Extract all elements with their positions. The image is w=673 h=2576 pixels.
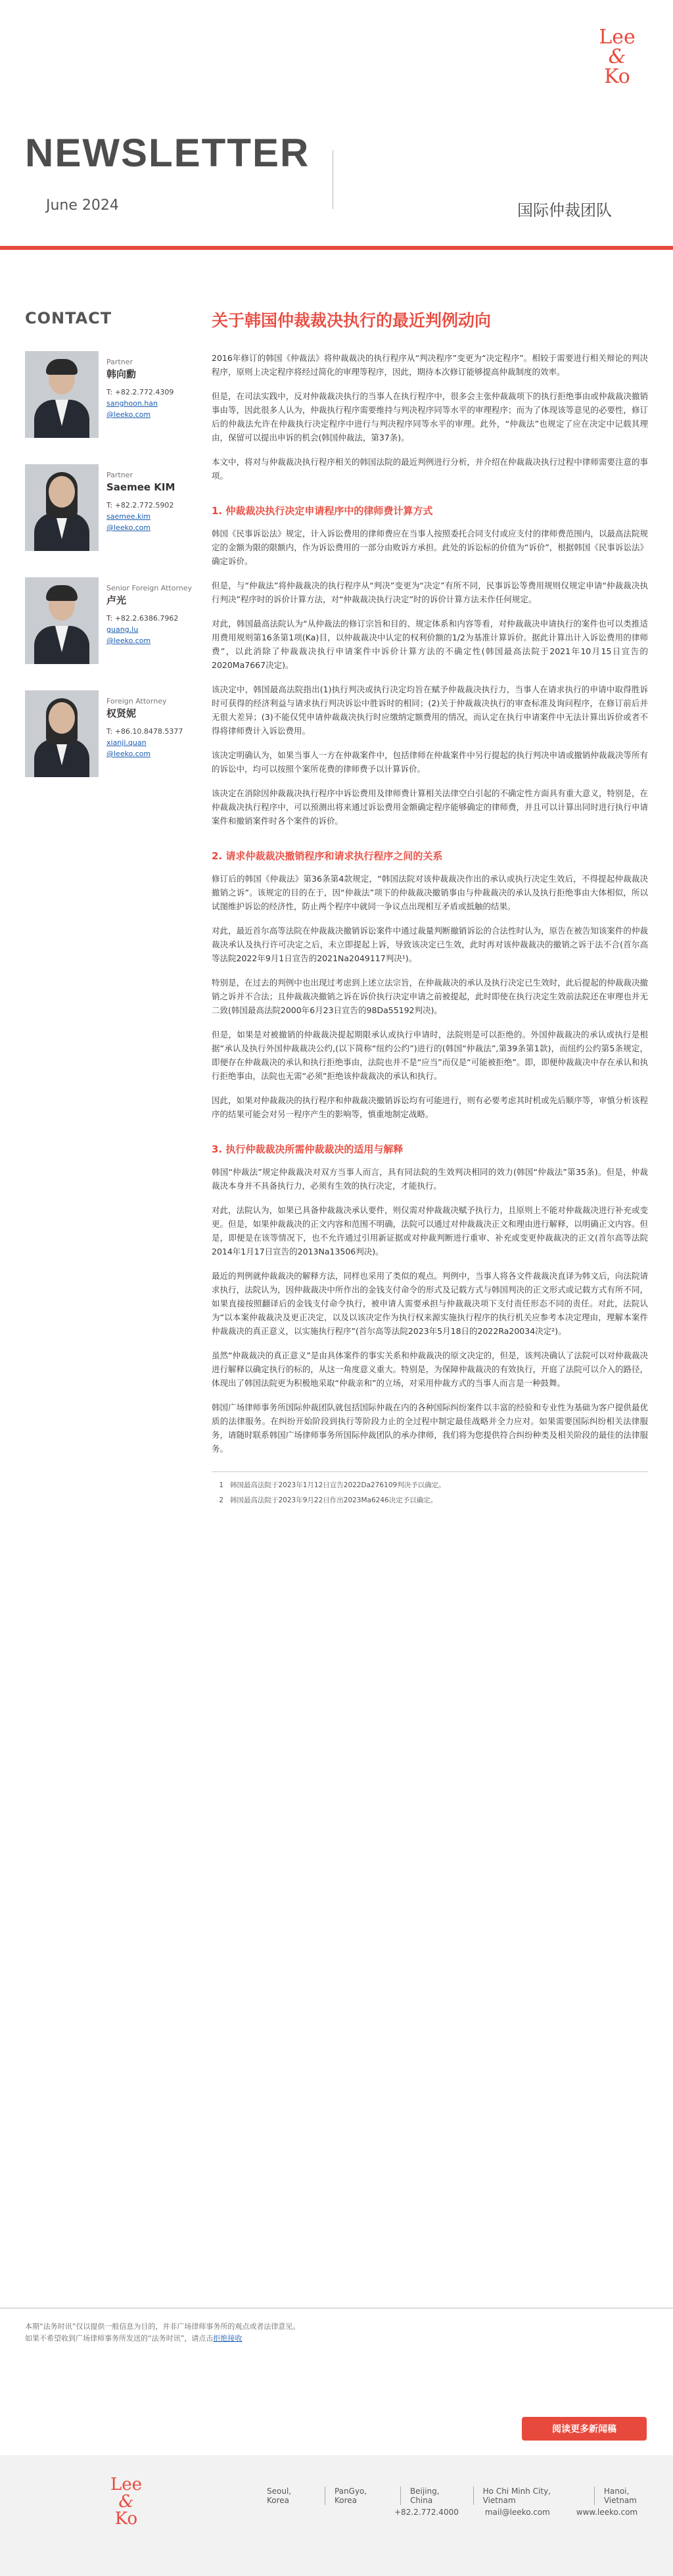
footnote <box>212 1495 648 1506</box>
contact-card <box>25 690 196 777</box>
firm-website-link[interactable]: www.leeko.com <box>576 2508 638 2517</box>
footnote-text: 韩国最高法院于2023年9月22日作出2023Ma6246决定予以确定。 <box>230 1496 438 1504</box>
contact-card <box>25 577 196 664</box>
firm-phone: +82.2.772.4000 <box>394 2508 459 2517</box>
footnote-number: 2 <box>219 1496 223 1504</box>
logo-line-1: Lee <box>110 2475 143 2494</box>
article-body <box>212 308 648 1510</box>
contact-email-domain: @leeko.com <box>106 523 151 532</box>
section-paragraph: 因此，如果对仲裁裁决的执行程序和仲裁裁决撤销诉讼均有可能进行，则有必要考虑其时机或先后顺序等，审慎分析该程序的结果可能会对另一程序产生的影响等，慎重地制定战略。 <box>212 1095 648 1119</box>
section-paragraph: 该决定在消除因仲裁裁决执行程序中诉讼费用及律师费计算相关法律空白引起的不确定性方面具有重大意义，特别是，在仲裁裁决执行程序中，可以预测出将来通过诉讼费用金额确定程序能够确定的律师费，并且可以计算出同时进行执行申请案件和撤销案件时各个案件的诉价。 <box>212 788 648 826</box>
footnote-number: 1 <box>219 1481 223 1489</box>
office-item: Beijing, China <box>401 2487 474 2505</box>
logo-line-1: Lee <box>599 26 636 49</box>
office-item: Ho Chi Minh City, Vietnam <box>474 2487 595 2505</box>
newsletter-footer <box>0 2308 673 2576</box>
disclaimer-text: 本期“法务时讯”仅以提供一般信息为目的，并非广场律师事务所的观点或者法律意见。 <box>25 2322 300 2331</box>
avatar <box>25 464 99 551</box>
footer-bar <box>0 2455 673 2576</box>
contact-card <box>25 464 196 551</box>
contact-sidebar <box>25 309 196 803</box>
contact-email-link[interactable] <box>106 399 158 419</box>
contact-email-link[interactable] <box>106 512 151 532</box>
contact-email-user: xianji.quan <box>106 738 147 747</box>
avatar <box>25 577 99 664</box>
section-paragraph: 修订后的韩国《仲裁法》第36条第4款规定，“韩国法院对该仲裁裁决作出的承认或执行决定生效后，不得提起仲裁裁决撤销之诉”。该规定的目的在于，因“仲裁法”项下的仲裁裁决撤销事由与仲裁裁决的承认及执行拒绝事由大体相似，所以试图维护诉讼的经济性，防止两个程序中就同一争议点出现相互矛盾或抵触的结果。 <box>212 874 648 911</box>
footnote-text: 韩国最高法院于2023年1月12日宣告2022Da276109判决予以确定。 <box>230 1481 446 1489</box>
article-title: 关于韩国仲裁裁决执行的最近判例动向 <box>212 311 492 330</box>
section-paragraph: 韩国《民事诉讼法》规定，计入诉讼费用的律师费应在当事人按照委托合同支付或应支付的律师费范围内，以最高法院规定的金额为限的限额内，作为诉讼费用的一部分由败诉方承担。此处的诉讼标的价值为“诉价”，根据韩国《民事诉讼法》确定诉价。 <box>212 529 648 566</box>
section-paragraph: 对此，韩国最高法院认为“从仲裁法的修订宗旨和目的、规定体系和内容等看，对仲裁裁决申请执行的案件也可以类推适用费用规则第16条第1项(Ka)目，以仲裁裁决中认定的权利价额的1/2为基准计算诉价。据此计算出计入诉讼费用的律师费”，以此消除了仲裁裁决执行申请案件中诉价计算方法的不确定性(韩国最高法院于2021年10月15日宣告的2020Ma7667决定)。 <box>212 619 648 670</box>
contact-title: Senior Foreign Attorney <box>106 584 193 592</box>
unsubscribe-prefix: 如果不希望收到广场律师事务所发送的“法务时讯”，请点击 <box>25 2334 214 2343</box>
section-paragraph: 对此，法院认为，如果已具备仲裁裁决承认要件，则仅需对仲裁裁决赋予执行力，且原则上不能对仲裁裁决进行补充或变更。但是，如果仲裁裁决的正文内容和范围不明确，法院可以通过对仲裁裁决正文和理由进行解释，以明确正文内容。但是，即便是在该等情况下，也不允许通过引用新证据或对仲裁判断进行重审、补充或变更仲裁裁决的正文(首尔高等法院2014年1月17日宣告的2013Na13506判决)。 <box>212 1205 648 1256</box>
section-paragraph: 虽然“仲裁裁决的真正意义”是由具体案件的事实关系和仲裁裁决的原文决定的，但是，该判决确认了法院可以对仲裁裁决进行解释以确定执行的标的，从这一角度意义重大。特别是，为保障仲裁裁决的有效执行，开庭了法院可以介入的路径，体现出了韩国法院更为积极地采取“仲裁亲和”的立场，对采用仲裁方式的当事人而言是一种鼓舞。 <box>212 1350 648 1388</box>
logo-ampersand: & <box>608 45 626 68</box>
section-heading-3: 3. 执行仲裁裁决所需仲裁裁决的适用与解释 <box>212 1143 404 1155</box>
section-paragraph: 该决定明确认为，如果当事人一方在仲裁案件中，包括律师在仲裁案件中另行提起的执行判决申请或撤销仲裁裁决等所有的诉讼中，均可以按照个案所花费的律师费予以计算诉价。 <box>212 750 648 774</box>
contact-phone: T: +82.2.772.5902 <box>106 501 174 510</box>
avatar <box>25 351 99 438</box>
contact-title: Partner <box>106 471 133 479</box>
section-paragraph: 韩国广场律师事务所国际仲裁团队就包括国际仲裁在内的各种国际纠纷案件以丰富的经验和专业性为基础为客户提供最优质的法律服务。在纠纷开始阶段到执行等阶段力止的全过程中制定最佳战略并全力应对。如果需要国际纠纷相关法律服务，请随时联系韩国广场律师事务所国际仲裁团队的承办律师，我们将为您提供符合纠纷种类及相关阶段的最佳的法律服务。 <box>212 1402 648 1454</box>
contact-name: 权贤妮 <box>106 707 137 719</box>
avatar <box>25 690 99 777</box>
firm-contact-line <box>394 2508 638 2517</box>
contact-name: 卢光 <box>106 594 127 606</box>
contact-card <box>25 351 196 438</box>
section-paragraph: 对此，最近首尔高等法院在仲裁裁决撤销诉讼案件中通过裁量判断撤销诉讼的合法性时认为，原告在被告知该案件的仲裁裁决承认及执行许可决定之后，未立即提起上诉，导致该决定已生效，此时再对该仲裁裁决的撤销之诉于法不合(首尔高等法院2022年9月1日宣告的2021Na2049117判决¹)。 <box>212 926 648 963</box>
contact-email-domain: @leeko.com <box>106 410 151 419</box>
office-item: Hanoi, Vietnam <box>603 2487 637 2505</box>
section-paragraph: 最近的判例就仲裁裁决的解释方法，同样也采用了类似的观点。判例中，当事人将各文件裁裁决直译为韩文后，向法院请求执行，法院认为，因仲裁裁决中所作出的金钱支付命令的形式及记载方式与韩国判决的正文形式或记载方式有所不同，如果直接按照翻译后的金钱支付命令执行，被申请人需要承担与仲裁裁决项下支付责任形态不同的责任。对此，法院认为“以本案仲裁裁决及更正决定，以及以该决定作为执行权来源实施执行程序的执行机关应参考本决定理由，理解本案件仲裁裁决的真正意义，以实施执行程序”(首尔高等法院2023年5月18日的2022Ra20034决定²)。 <box>212 1271 648 1336</box>
contact-title: Foreign Attorney <box>106 697 167 705</box>
lee-ko-logo[interactable] <box>588 28 647 87</box>
read-more-news-button[interactable]: 阅读更多新闻稿 <box>522 2417 647 2441</box>
contact-name: 韩向勳 <box>106 368 137 380</box>
logo-ampersand: & <box>118 2492 134 2512</box>
logo-line-2: Ko <box>604 65 630 88</box>
section-paragraph: 韩国“仲裁法”规定仲裁裁决对双方当事人而言，具有同法院的生效判决相同的效力(韩国“仲裁法”第35条)。但是，仲裁裁决本身并不具备执行力，必须有生效的执行决定，才能执行。 <box>212 1167 648 1191</box>
logo-line-2: Ko <box>114 2509 138 2529</box>
contact-email-user: saemee.kim <box>106 512 151 521</box>
office-item: PanGyo, Korea <box>325 2487 401 2505</box>
newsletter-header <box>0 0 673 250</box>
section-paragraph: 该决定中，韩国最高法院指出(1)执行判决或执行决定均旨在赋予仲裁裁决执行力，当事人在请求执行的申请中取得胜诉时可获得的经济利益与请求执行判决诉讼中胜诉时的相同；(2)关于仲裁裁决执行的审查标准及询问程序，在修订前后并无很大差异；(3)不能仅凭申请仲裁裁决执行时应缴纳定额费用的情况，而认定在执行申请案件中无法计算出诉价或者不得将律师费计入诉讼费用。 <box>212 684 648 736</box>
contact-email-link[interactable] <box>106 625 151 645</box>
office-item: Seoul, Korea <box>258 2487 325 2505</box>
contact-heading: CONTACT <box>25 309 112 327</box>
intro-paragraph: 2016年修订的韩国《仲裁法》将仲裁裁决的执行程序从“判决程序”变更为“决定程序”。相较于需要进行相关辩论的判决程序，原则上决定程序将经过简化的审理等程序，因此，期待本次修订能够提高仲裁制度的效率。 <box>212 353 648 377</box>
practice-group-name: 国际仲裁团队 <box>517 201 612 220</box>
contact-email-domain: @leeko.com <box>106 750 151 758</box>
firm-email-link[interactable]: mail@leeko.com <box>484 2508 550 2517</box>
intro-paragraph: 本文中，将对与仲裁裁决执行程序相关的韩国法院的最近判例进行分析，并介绍在仲裁裁决执行过程中律师需要注意的事项。 <box>212 457 648 481</box>
contact-email-user: guang.lu <box>106 625 139 634</box>
contact-email-domain: @leeko.com <box>106 636 151 645</box>
contact-phone: T: +86.10.8478.5377 <box>106 727 183 736</box>
newsletter-title: NEWSLETTER <box>25 131 310 175</box>
section-paragraph: 特别是，在过去的判例中也出现过考虑到上述立法宗旨，在仲裁裁决的承认及执行决定已生效时，此后提起的仲裁裁决撤销之诉并不合法；且仲裁裁决撤销之诉在诉价执行决定申请之前被提起，此时即使在执行决定生效前法院还在审理也并无二致(韩国最高法院2000年6月23日宣告的98Da55192判决)。 <box>212 978 648 1015</box>
footer-logo[interactable] <box>100 2476 152 2527</box>
intro-paragraph: 但是，在司法实践中，反对仲裁裁决执行的当事人在执行程序中，很多会主张仲裁裁项下的执行拒绝事由或仲裁裁决撤销事由等，因此很多人认为，仲裁执行程序需要维持与判决程序同等水平的审理程序；而为了体现该等意见的必要性，修订后的仲裁法允许在仲裁执行决定程序中进行与判决程序同等水平的审理。此外，“仲裁法”也规定了应在决定中记载其理由，保留可以提出申诉的机会(韩国仲裁法，第37条)。 <box>212 391 648 442</box>
disclaimer <box>25 2321 524 2345</box>
contact-phone: T: +82.2.6386.7962 <box>106 614 179 623</box>
contact-name: Saemee KIM <box>106 481 175 493</box>
newsletter-date: June 2024 <box>46 197 119 214</box>
section-heading-2: 2. 请求仲裁裁决撤销程序和请求执行程序之间的关系 <box>212 850 443 862</box>
office-list <box>258 2487 673 2505</box>
section-paragraph: 但是，如果是对被撤销的仲裁裁决提起期限承认或执行申请时，法院则是可以拒绝的。外国仲裁裁决的承认或执行是根据“承认及执行外国仲裁裁决公约,(以下简称“纽约公约”)进行的(韩国“仲裁法”,第39条第1款)，而纽约公约第5条规定，即便存在仲裁裁决的承认和执行拒绝事由，法院也并不是“应当”而仅是“可能被拒绝”。即，即便仲裁裁决中存在承认和执行拒绝事由，法院也无需“必须”拒绝该仲裁裁决的承认和执行。 <box>212 1030 648 1081</box>
contact-email-user: sanghoon.han <box>106 399 158 408</box>
section-heading-1: 1. 仲裁裁决执行决定申请程序中的律师费计算方式 <box>212 505 433 517</box>
contact-title: Partner <box>106 358 133 366</box>
contact-phone: T: +82.2.772.4309 <box>106 388 174 396</box>
unsubscribe-link[interactable]: 拒绝接收 <box>213 2334 243 2343</box>
contact-email-link[interactable] <box>106 738 151 758</box>
footnote <box>212 1480 648 1491</box>
header-red-rule <box>0 246 673 250</box>
section-paragraph: 但是，与“仲裁法”将仲裁裁决的执行程序从“判决”变更为“决定”有所不同，民事诉讼等费用规则仅规定申请“仲裁裁决执行判决”程序时的诉价计算方法，对“仲裁裁决执行决定”时的诉价计算方法未作任何规定。 <box>212 581 648 604</box>
footnotes <box>212 1471 648 1506</box>
